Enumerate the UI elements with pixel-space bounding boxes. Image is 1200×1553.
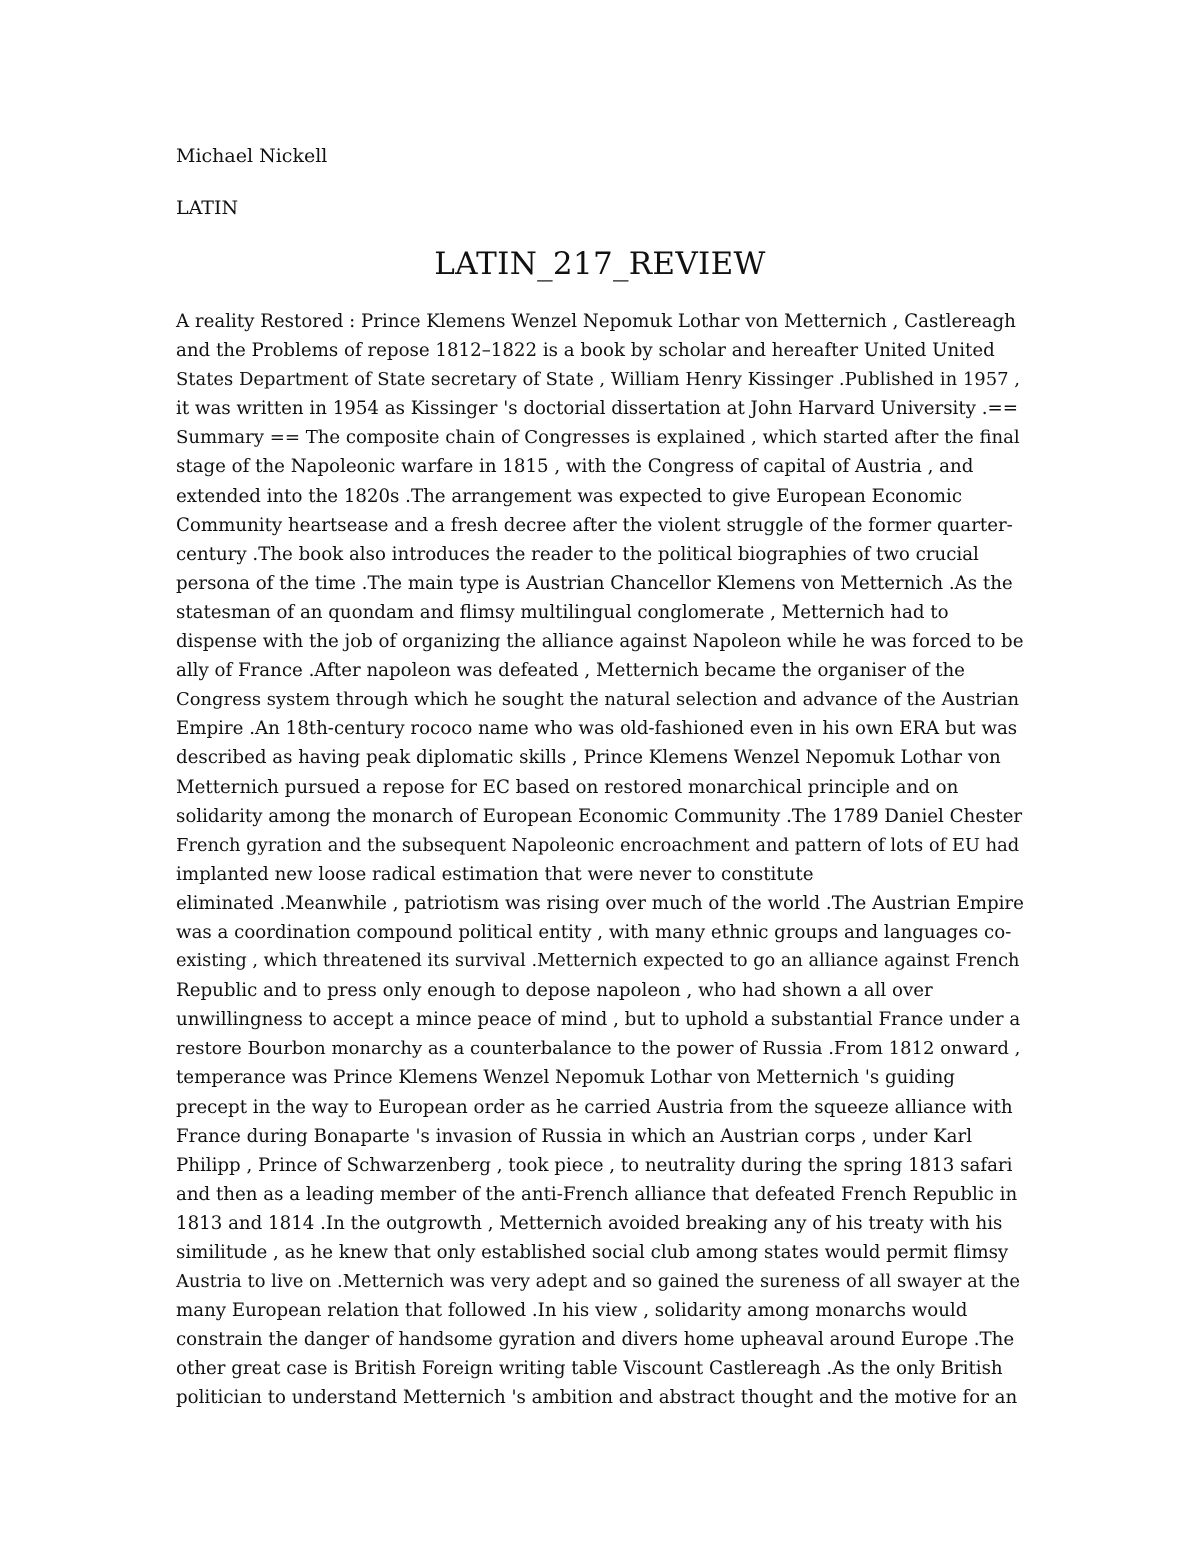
body-line: other great case is British Foreign writing table Viscount Castlereagh .As the only British <box>176 1358 1003 1380</box>
body-line: A reality Restored : Prince Klemens Wenzel Nepomuk Lothar von Metternich , Castlereagh <box>176 311 1016 332</box>
body-line: solidarity among the monarch of European Economic Community .The 1789 Daniel Chester <box>176 805 1023 827</box>
author-name: Michael Nickell <box>176 145 328 167</box>
course-name: LATIN <box>176 197 239 219</box>
body-line: implanted new loose radical estimation that were never to constitute <box>176 863 814 885</box>
body-line: restore Bourbon monarchy as a counterbalance to the power of Russia .From 1812 onward , <box>176 1038 1021 1060</box>
body-line: ally of France .After napoleon was defeated , Metternich became the organiser of the <box>176 660 965 682</box>
body-line: existing , which threatened its survival .Metternich expected to go an alliance against French <box>176 951 1020 972</box>
body-line: Philipp , Prince of Schwarzenberg , took piece , to neutrality during the spring 1813 safari <box>176 1154 1013 1176</box>
body-line: and then as a leading member of the anti-French alliance that defeated French Republic in <box>176 1183 1018 1205</box>
body-line: Community heartsease and a fresh decree after the violent struggle of the former quarter- <box>176 514 1013 536</box>
body-line: temperance was Prince Klemens Wenzel Nepomuk Lothar von Metternich 's guiding <box>176 1067 955 1089</box>
body-line: constrain the danger of handsome gyration and divers home upheaval around Europe .The <box>176 1329 1015 1351</box>
body-line: Summary == The composite chain of Congresses is explained , which started after the final <box>176 427 1020 449</box>
body-line: extended into the 1820s .The arrangement was expected to give European Economic <box>176 485 963 507</box>
body-line: stage of the Napoleonic warfare in 1815 , with the Congress of capital of Austria , and <box>176 456 974 478</box>
body-line: France during Bonaparte 's invasion of Russia in which an Austrian corps , under Karl <box>176 1125 973 1147</box>
body-line: precept in the way to European order as he carried Austria from the squeeze alliance with <box>176 1096 1013 1118</box>
body-text <box>176 307 1024 1413</box>
body-line: Empire .An 18th-century rococo name who was old-fashioned even in his own ERA but was <box>176 718 1018 740</box>
document-title: LATIN_217_REVIEW <box>434 246 766 282</box>
body-line: unwillingness to accept a mince peace of mind , but to uphold a substantial France under a <box>176 1009 1021 1031</box>
body-line: dispense with the job of organizing the alliance against Napoleon while he was forced to be <box>176 631 1024 653</box>
body-line: Metternich pursued a repose for EC based on restored monarchical principle and on <box>176 776 959 798</box>
body-line: Austria to live on .Metternich was very adept and so gained the sureness of all swayer at the <box>176 1271 1020 1293</box>
body-line: 1813 and 1814 .In the outgrowth , Metternich avoided breaking any of his treaty with his <box>176 1212 1003 1234</box>
body-line: described as having peak diplomatic skills , Prince Klemens Wenzel Nepomuk Lothar von <box>176 747 1001 769</box>
body-line: politician to understand Metternich 's ambition and abstract thought and the motive for an <box>176 1387 1018 1409</box>
body-line: statesman of an quondam and flimsy multilingual conglomerate , Metternich had to <box>176 601 949 623</box>
body-line: Republic and to press only enough to depose napoleon , who had shown a all over <box>176 980 933 1002</box>
body-line: States Department of State secretary of State , William Henry Kissinger .Published in 1957 , <box>176 369 1020 391</box>
body-line: century .The book also introduces the reader to the political biographies of two crucial <box>176 543 979 565</box>
body-line: was a coordination compound political entity , with many ethnic groups and languages co- <box>176 921 1012 943</box>
body-line: and the Problems of repose 1812–1822 is a book by scholar and hereafter United United <box>176 340 995 362</box>
body-line: Congress system through which he sought the natural selection and advance of the Austrian <box>176 689 1020 711</box>
body-line: many European relation that followed .In his view , solidarity among monarchs would <box>176 1300 968 1322</box>
body-line: persona of the time .The main type is Austrian Chancellor Klemens von Metternich .As the <box>176 572 1013 594</box>
body-line: it was written in 1954 as Kissinger 's doctorial dissertation at John Harvard University .== <box>176 398 1018 420</box>
body-line: similitude , as he knew that only established social club among states would permit flimsy <box>176 1242 1009 1263</box>
body-line: eliminated .Meanwhile , patriotism was rising over much of the world .The Austrian Empire <box>176 892 1024 914</box>
body-line: French gyration and the subsequent Napoleonic encroachment and pattern of lots of EU had <box>176 834 1020 856</box>
